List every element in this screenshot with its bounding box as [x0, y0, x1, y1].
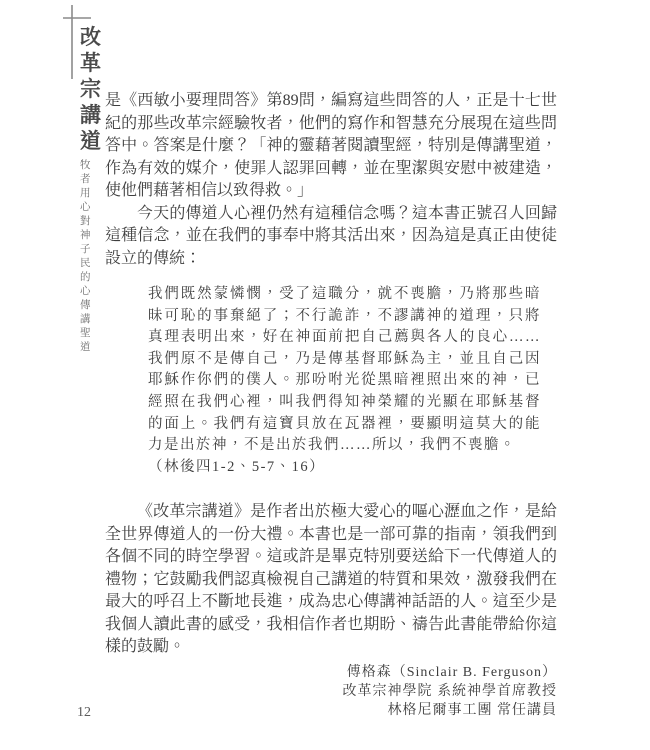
page-number: 12 [77, 705, 91, 720]
scripture-quote-text: 我們既然蒙憐憫，受了這職分，就不喪膽，乃將那些暗昧可恥的事棄絕了；不行詭詐，不謬講神的道理，只將真理表明出來，好在神面前把自己薦與各人的良心……我們原不是傳自己，乃是傳基督耶穌為主，並且自己因耶穌作你們的僕人。那吩咐光從黑暗裡照出來的神，已經照在我們心裡，叫我們得知神榮耀的光顯在耶穌基督的面上。我們有這寶貝放在瓦器裡，要顯明這莫大的能力是出於神，不是出於我們……所以，我們不喪膽。 [148, 286, 541, 454]
scripture-quote-block [148, 284, 541, 478]
book-subtitle-line1: 牧者用心對神子民的心 [80, 159, 92, 297]
attribution-block [105, 663, 557, 720]
attribution-author: 傅格森（Sinclair B. Ferguson） [346, 664, 557, 680]
attribution-title-seminary: 改革宗神學院 系統神學首席教授 [342, 683, 557, 699]
paragraph-2: 今天的傳道人心裡仍然有這種信念嗎？這本書正號召人回歸這種信念，並在我們的事奉中將其活出來，因為這是真正由使徒設立的傳統： [105, 204, 557, 267]
scripture-quote-citation: （林後四1-2、5-7、16） [148, 458, 326, 475]
attribution-title-ministry: 林格尼爾事工團 常任講員 [387, 702, 557, 718]
body-text-column [105, 90, 557, 720]
book-title: 改革宗講道 [80, 26, 103, 153]
book-subtitle-line2: 傳講聖道 [80, 299, 92, 353]
paragraph-3: 《改革宗講道》是作者出於極大愛心的嘔心瀝血之作，是給全世界傳道人的一份大禮。本書也是一部可靠的指南，領我們到各個不同的時空學習。這或許是畢克特別要送給下一代傳道人的禮物；它鼓勵我們認真檢視自己講道的特質和果效，激發我們在最大的呼召上不斷地長進，成為忠心傳講神話語的人。這至少是我個人讀此書的感受，我相信作者也期盼、禱告此書能帶給你這樣的鼓勵。 [105, 503, 557, 656]
paragraph-continuation: 是《西敏小要理問答》第89問，編寫這些問答的人，正是十七世紀的那些改革宗經驗牧者，他們的寫作和智慧充分展現在這些問答中。答案是什麼？「神的靈藉著閱讀聖經，特別是傳講聖道，作為有效的媒介，使罪人認罪回轉，並在聖潔與安慰中被建造，使他們藉著相信以致得救。」 [105, 92, 557, 199]
book-subtitle [80, 158, 103, 354]
title-block [80, 25, 103, 354]
